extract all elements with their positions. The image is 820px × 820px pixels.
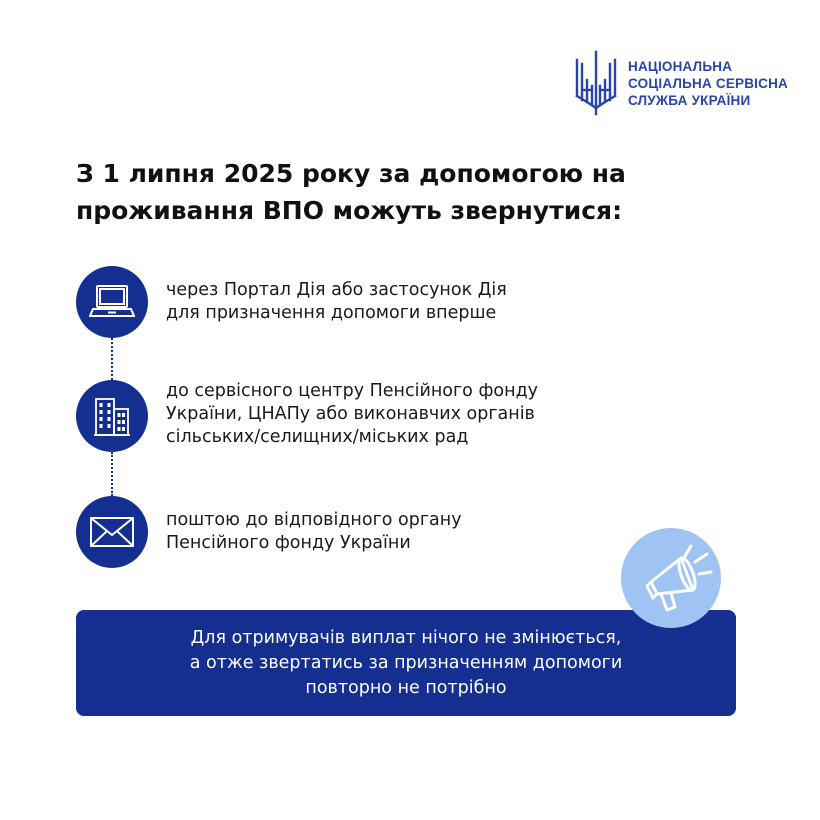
list-item-service-center bbox=[76, 380, 736, 452]
laptop-icon bbox=[89, 282, 135, 322]
list-item-line: поштою до відповідного органу bbox=[166, 510, 462, 530]
envelope-icon bbox=[88, 514, 136, 550]
banner-line-2: а отже звертатись за призначенням допомоги bbox=[189, 652, 623, 673]
logo-line-2: СОЦІАЛЬНА СЕРВІСНА bbox=[628, 75, 788, 91]
list-item-line: сільських/селищних/міських рад bbox=[166, 427, 469, 447]
building-icon bbox=[92, 393, 132, 439]
envelope-icon-circle bbox=[76, 496, 148, 568]
title-line-2: проживання ВПО можуть звернутися: bbox=[76, 196, 623, 225]
banner-line-3: повторно не потрібно bbox=[305, 677, 507, 698]
logo-line-3: СЛУЖБА УКРАЇНИ bbox=[628, 92, 751, 108]
list-item-diia bbox=[76, 266, 736, 338]
megaphone-icon bbox=[621, 528, 721, 628]
list-item-text bbox=[166, 509, 462, 555]
list-item-line: до сервісного центру Пенсійного фонду bbox=[166, 381, 539, 401]
list-item-line: Пенсійного фонду України bbox=[166, 533, 411, 553]
list-item-text bbox=[166, 380, 538, 449]
connector-dotted-line-2 bbox=[111, 452, 113, 496]
laptop-icon-circle bbox=[76, 266, 148, 338]
list-item-line: для призначення допомоги вперше bbox=[166, 303, 497, 323]
banner-line-1: Для отримувачів виплат нічого не змінюється, bbox=[190, 627, 622, 648]
logo-line-1: НАЦІОНАЛЬНА bbox=[628, 58, 733, 74]
nsss-trident-logo-icon bbox=[574, 50, 618, 116]
list-item-text bbox=[166, 279, 507, 325]
list-item-line: через Портал Дія або застосунок Дія bbox=[166, 280, 507, 300]
building-icon-circle bbox=[76, 380, 148, 452]
megaphone-badge bbox=[621, 528, 721, 628]
logo bbox=[574, 50, 788, 116]
page-title bbox=[76, 155, 756, 229]
connector-dotted-line-1 bbox=[111, 338, 113, 380]
logo-text bbox=[628, 58, 788, 109]
title-line-1: З 1 липня 2025 року за допомогою на bbox=[76, 159, 626, 188]
list-item-line: України, ЦНАПу або виконавчих органів bbox=[166, 404, 535, 424]
